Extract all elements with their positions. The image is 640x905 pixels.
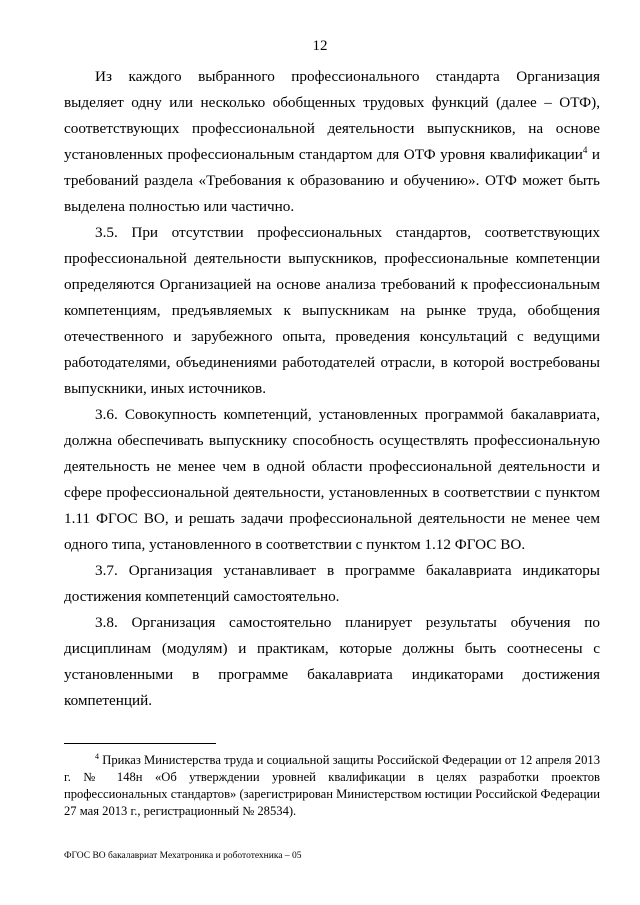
paragraph-3-6: 3.6. Совокупность компетенций, установленных программой бакалавриата, должна обеспечивать выпускнику способность осуществлять профессиональную деятельность не менее чем в одной области профессиональной деятельности и сфере профессиональной деятельности, установленных в соответствии с пунктом 1.11 ФГОС ВО, и решать задачи профессиональной деятельности не менее чем одного типа, установленного в соответствии с пунктом 1.12 ФГОС ВО. — [64, 406, 600, 553]
document-body — [64, 64, 600, 714]
footnote-reference: 4 — [582, 144, 588, 155]
page-number: 12 — [312, 38, 328, 54]
paragraph-3-5: 3.5. При отсутствии профессиональных стандартов, соответствующих профессиональной деятельности выпускников, профессиональные компетенции определяются Организацией на основе анализа требований к профессиональным компетенциям, предъявляемых к выпускникам на рынке труда, обобщения отечественного и зарубежного опыта, проведения консультаций с ведущими работодателями, объединениями работодателей отрасли, в которой востребованы выпускники, иных источников. — [64, 224, 600, 397]
paragraph-3-7: 3.7. Организация устанавливает в программе бакалавриата индикаторы достижения компетенций самостоятельно. — [64, 562, 600, 605]
footnote-text: Приказ Министерства труда и социальной защиты Российской Федерации от 12 апреля 2013 г. № 148н «Об утверждении уровней квалификации в целях разработки проектов профессиональных стандартов» (зарегистрирован Министерством юстиции Российской Федерации 27 мая 2013 г., регистрационный № 28534). — [64, 753, 600, 818]
paragraph-3-8: 3.8. Организация самостоятельно планирует результаты обучения по дисциплинам (модулям) и практикам, которые должны быть соотнесены с установленными в программе бакалавриата индикаторами достижения компетенций. — [64, 614, 600, 709]
footnote-separator — [64, 743, 216, 744]
footnote-number: 4 — [95, 751, 99, 761]
paragraph-text-continued: и требований раздела «Требования к образованию и обучению». ОТФ может быть выделена полностью или частично. — [64, 146, 600, 215]
footnote-paragraph — [64, 752, 600, 820]
page-footer: ФГОС ВО бакалавриат Мехатроника и робототехника – 05 — [64, 851, 302, 861]
paragraph-text: Из каждого выбранного профессионального стандарта Организация выделяет одну или несколько обобщенных трудовых функций (далее – ОТФ), соответствующих профессиональной деятельности выпускников, на основе установленных профессиональным стандартом для ОТФ уровня квалификации — [64, 68, 600, 163]
footnote — [64, 752, 600, 820]
paragraph-otf — [64, 64, 600, 220]
